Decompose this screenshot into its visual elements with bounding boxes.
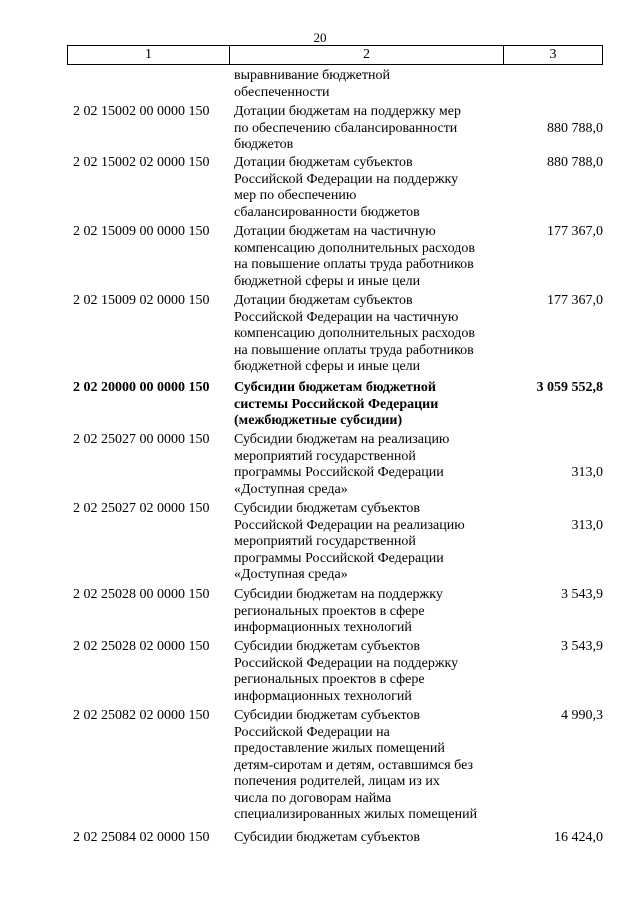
amount-value: 313,0 xyxy=(571,517,603,533)
description-line: Субсидии бюджетам субъектов xyxy=(234,830,421,845)
description-line: Российской Федерации на поддержку xyxy=(234,655,459,671)
description-line: Российской Федерации на реализацию xyxy=(234,517,465,533)
amount-value: 313,0 xyxy=(571,465,603,480)
income-description xyxy=(234,155,506,221)
description-line: системы Российской Федерации xyxy=(234,396,439,412)
table-header xyxy=(67,45,603,65)
income-description xyxy=(234,104,506,154)
description-line: выравнивание бюджетной xyxy=(234,68,390,83)
description-line: Российской Федерации на частичную xyxy=(234,309,459,325)
description-line: Субсидии бюджетам субъектов xyxy=(234,501,421,516)
amount-value: 16 424,0 xyxy=(554,830,603,845)
description-line: региональных проектов в сфере xyxy=(234,672,425,687)
income-description xyxy=(234,830,506,847)
income-description xyxy=(234,432,506,498)
budget-code: 2 02 25028 00 0000 150 xyxy=(73,587,210,602)
description-line: компенсацию дополнительных расходов xyxy=(234,326,475,341)
description-line: специализированных жилых помещений xyxy=(234,807,478,822)
budget-code: 2 02 25027 02 0000 150 xyxy=(73,501,210,516)
description-line: мероприятий государственной xyxy=(234,534,416,549)
description-line: бюджетной сферы и иные цели xyxy=(234,359,421,374)
description-line: Субсидии бюджетам на поддержку xyxy=(234,587,443,602)
description-line: Субсидии бюджетам бюджетной xyxy=(234,380,436,395)
description-line: Субсидии бюджетам субъектов xyxy=(234,639,421,654)
description-line: «Доступная среда» xyxy=(234,567,348,582)
page-number: 20 xyxy=(313,30,327,45)
budget-code: 2 02 20000 00 0000 150 xyxy=(73,380,210,395)
amount-value: 177 367,0 xyxy=(547,293,603,308)
description-line: компенсацию дополнительных расходов xyxy=(234,240,475,256)
column-header-3: 3 xyxy=(549,47,557,62)
description-line: информационных технологий xyxy=(234,688,412,704)
budget-code: 2 02 25082 02 0000 150 xyxy=(73,708,210,723)
description-line: на повышение оплаты труда работников xyxy=(234,342,474,358)
budget-code: 2 02 25084 02 0000 150 xyxy=(73,830,210,845)
column-header-2: 2 xyxy=(230,46,504,64)
income-description xyxy=(234,639,506,705)
description-line: Дотации бюджетам субъектов xyxy=(234,293,413,308)
income-description xyxy=(234,68,506,101)
description-line: Дотации бюджетам на частичную xyxy=(234,224,436,239)
description-line: числа по договорам найма xyxy=(234,790,392,806)
description-line: (межбюджетные субсидии) xyxy=(234,413,403,428)
description-line: программы Российской Федерации xyxy=(234,550,444,566)
description-line: информационных технологий xyxy=(234,620,412,635)
description-line: Субсидии бюджетам субъектов xyxy=(234,708,421,723)
description-line: бюджетов xyxy=(234,137,294,152)
income-description xyxy=(234,224,506,290)
income-description xyxy=(234,501,506,584)
description-line: Дотации бюджетам на поддержку мер xyxy=(234,104,462,119)
income-description xyxy=(234,293,506,376)
description-line: Субсидии бюджетам на реализацию xyxy=(234,432,450,447)
budget-code: 2 02 15002 02 0000 150 xyxy=(73,155,210,170)
column-header-1: 1 xyxy=(68,46,230,64)
description-line: попечения родителей, лицам из их xyxy=(234,774,440,789)
description-line: региональных проектов в сфере xyxy=(234,603,425,619)
description-line: обеспеченности xyxy=(234,84,330,100)
amount-value: 177 367,0 xyxy=(547,224,603,239)
description-line: мероприятий государственной xyxy=(234,448,416,464)
description-line: Российской Федерации на поддержку xyxy=(234,171,459,187)
description-line: бюджетной сферы и иные цели xyxy=(234,273,421,289)
amount-value: 4 990,3 xyxy=(561,708,603,723)
amount-value: 3 543,9 xyxy=(561,587,603,602)
amount-value: 880 788,0 xyxy=(547,155,603,170)
budget-code: 2 02 15002 00 0000 150 xyxy=(73,104,210,119)
budget-code: 2 02 25028 02 0000 150 xyxy=(73,639,210,654)
amount-value: 880 788,0 xyxy=(547,120,603,136)
amount-value: 3 543,9 xyxy=(561,639,603,654)
description-line: Дотации бюджетам субъектов xyxy=(234,155,413,170)
income-description xyxy=(234,380,506,430)
income-description xyxy=(234,587,506,637)
amount-value: 3 059 552,8 xyxy=(536,380,603,395)
description-line: детям-сиротам и детям, оставшимся без xyxy=(234,757,473,773)
budget-code: 2 02 15009 02 0000 150 xyxy=(73,293,210,308)
description-line: по обеспечению сбалансированности xyxy=(234,120,458,136)
description-line: Российской Федерации на xyxy=(234,724,390,740)
description-line: программы Российской Федерации xyxy=(234,465,444,480)
description-line: «Доступная среда» xyxy=(234,481,348,497)
description-line: сбалансированности бюджетов xyxy=(234,204,420,220)
description-line: на повышение оплаты труда работников xyxy=(234,257,474,272)
description-line: предоставление жилых помещений xyxy=(234,741,445,756)
budget-code: 2 02 25027 00 0000 150 xyxy=(73,432,210,447)
budget-code: 2 02 15009 00 0000 150 xyxy=(73,224,210,239)
description-line: мер по обеспечению xyxy=(234,188,357,203)
income-description xyxy=(234,708,506,824)
